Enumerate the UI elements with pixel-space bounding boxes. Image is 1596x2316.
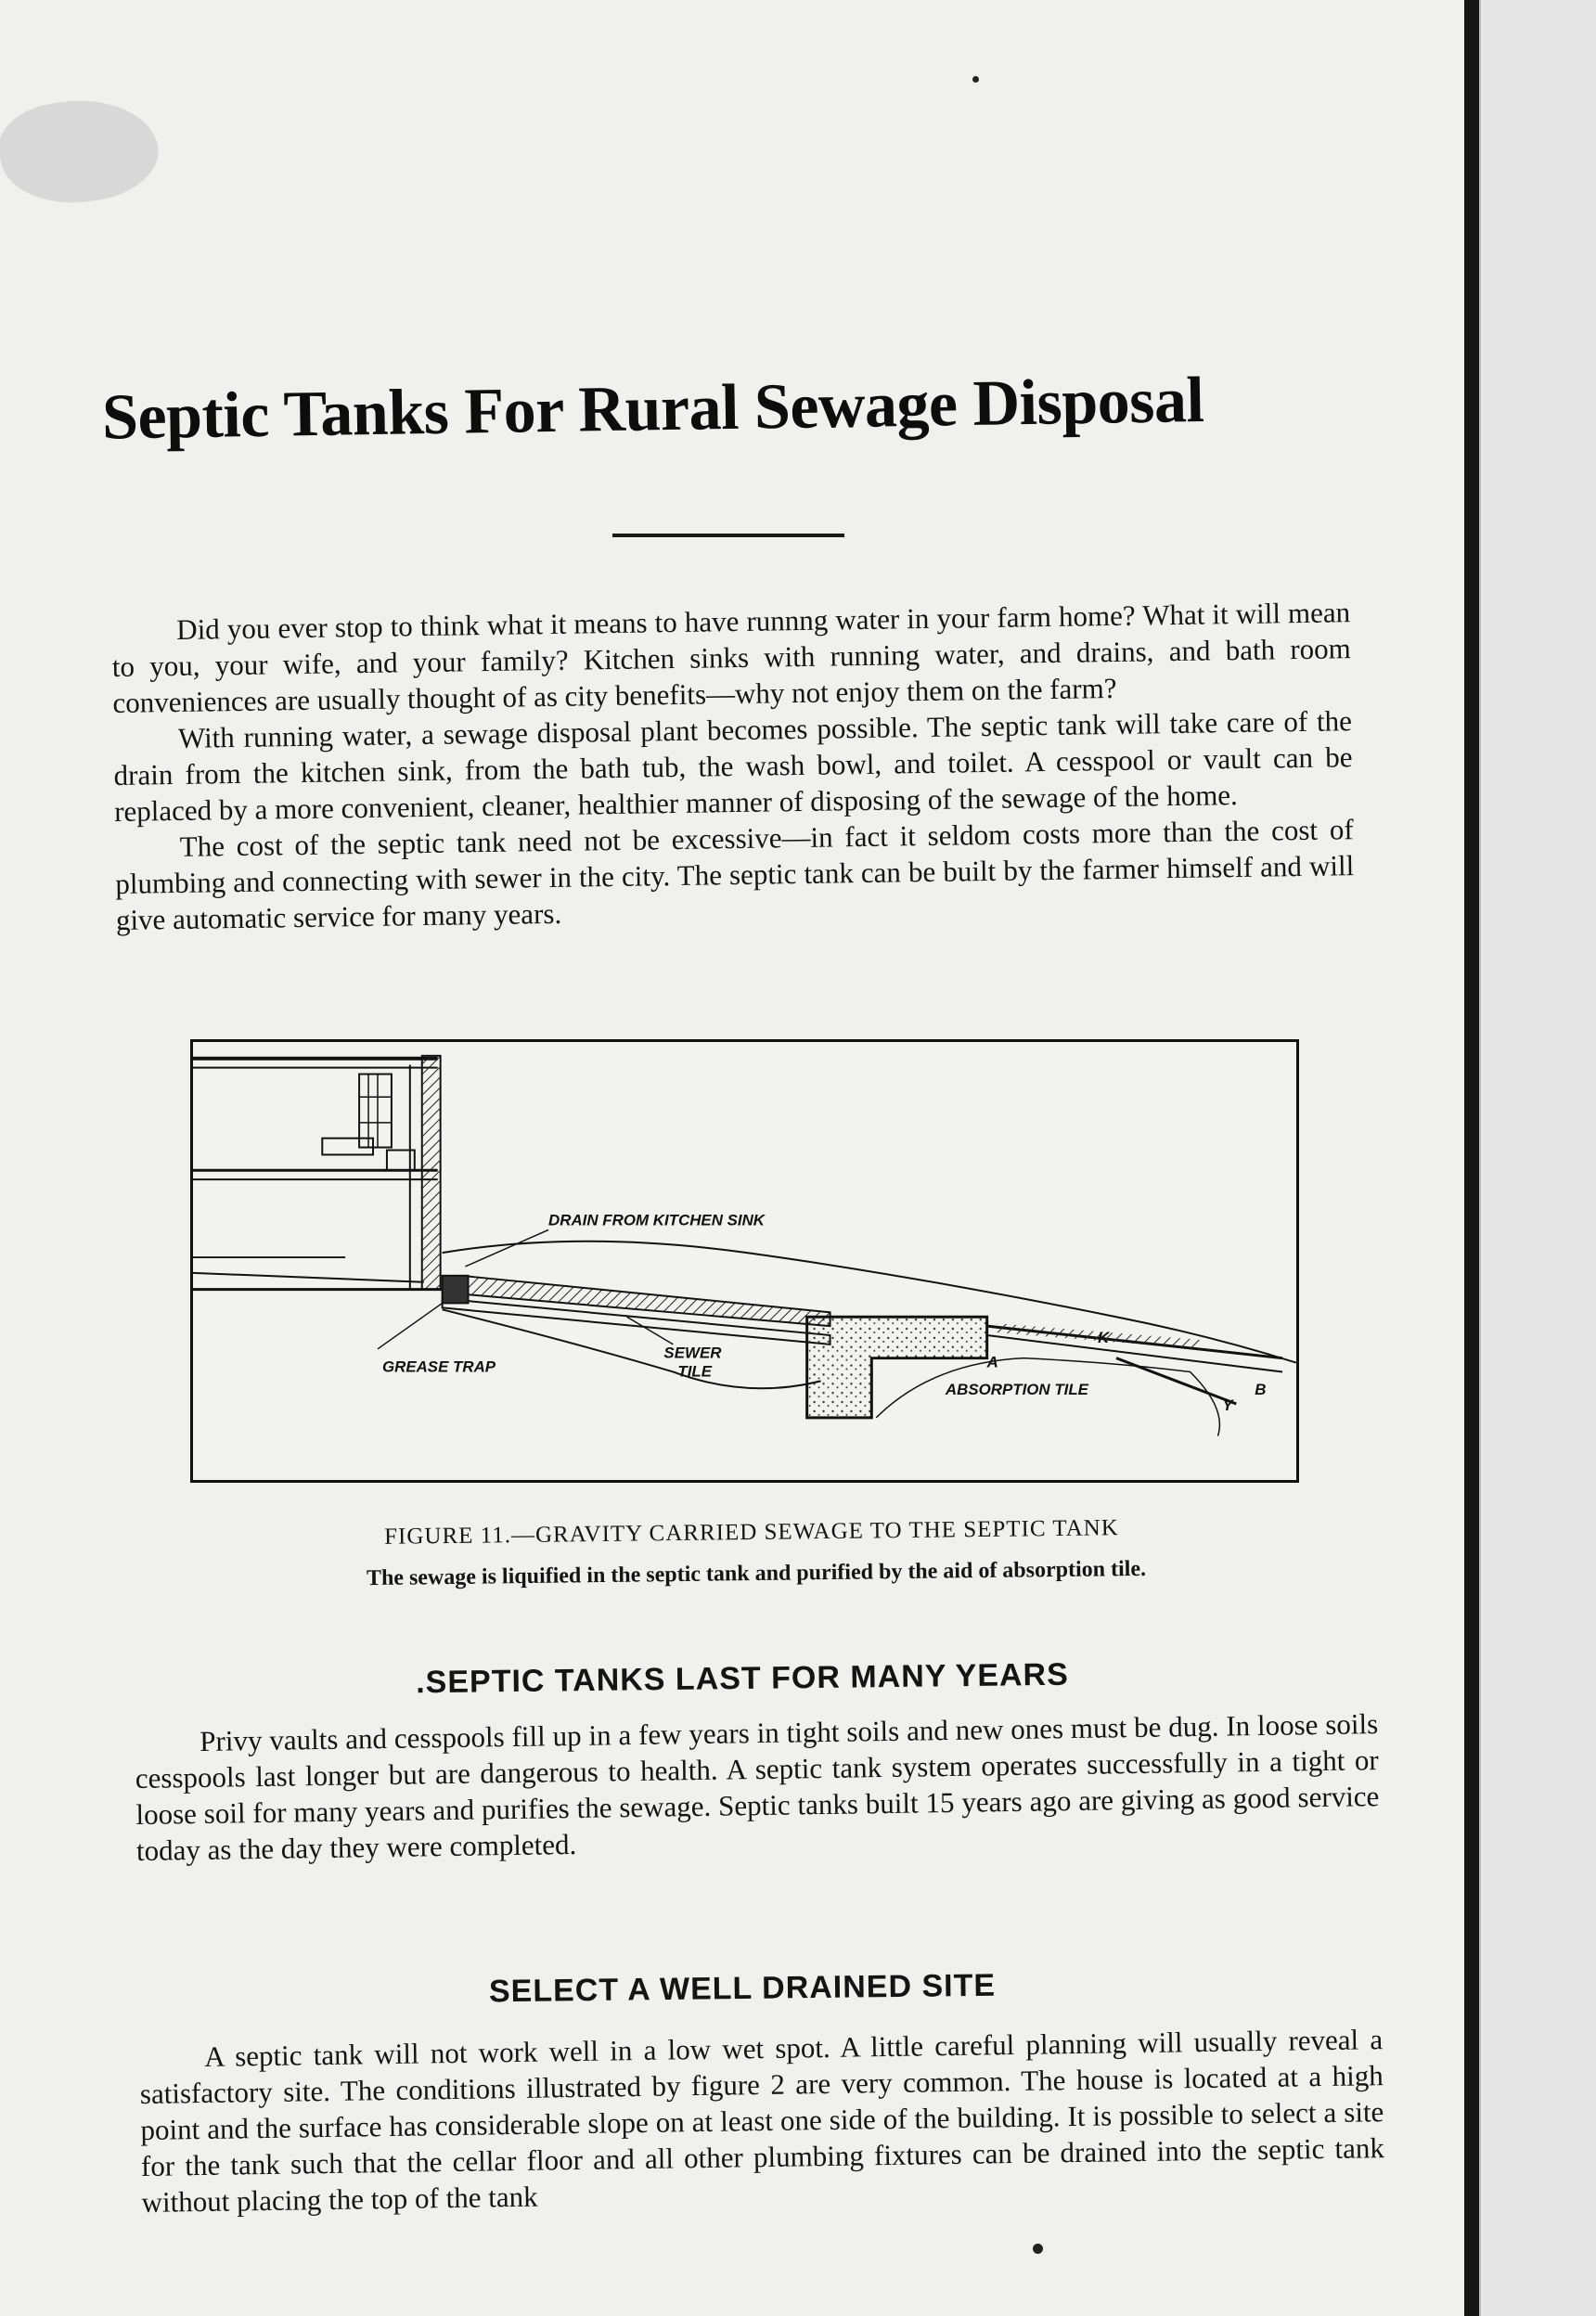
figure-illustration — [190, 1039, 1299, 1483]
label-sewer: SEWER — [663, 1344, 722, 1362]
label-drain-from-kitchen-sink: DRAIN FROM KITCHEN SINK — [548, 1211, 766, 1229]
intro-paragraph-3: The cost of the septic tank need not be excessive—in fact it seldom costs more than the cost of plumbing and connecting with sewer in the city. The septic tank can be built by the farmer himself and will give automatic service for many years. — [115, 813, 1355, 936]
label-absorption-tile: ABSORPTION TILE — [945, 1381, 1088, 1399]
label-a: A — [986, 1353, 998, 1371]
ink-speck — [1033, 2244, 1043, 2254]
house-drawing — [193, 1056, 443, 1290]
septic-diagram — [193, 1042, 1296, 1480]
label-b: B — [1255, 1381, 1267, 1399]
ink-speck — [972, 76, 979, 83]
label-grease-trap: GREASE TRAP — [381, 1357, 496, 1376]
intro-text — [111, 594, 1355, 938]
figure-caption-title: FIGURE 11.—GRAVITY CARRIED SEWAGE TO THE SEPTIC TANK — [383, 1515, 1119, 1550]
section-body-well-drained-site — [139, 2021, 1385, 2220]
section-body-septic-tanks-last — [135, 1705, 1380, 1869]
label-y: Y — [1222, 1396, 1233, 1414]
label-k: K — [1098, 1328, 1110, 1346]
page-edge-rule — [1464, 0, 1479, 2316]
title-divider — [612, 534, 844, 537]
intro-paragraph-2: With running water, a sewage disposal plant becomes possible. The septic tank will take care of the drain from the kitchen sink, from the bath tub, the wash bowl, and toilet. A cesspool or vault can be replaced by a more convenient, cleaner, healthier manner of disposing of the sewage of the home. — [113, 704, 1353, 828]
section-heading-septic-tanks-last: .SEPTIC TANKS LAST FOR MANY YEARS — [415, 1656, 1070, 1701]
section-heading-well-drained-site: SELECT A WELL DRAINED SITE — [488, 1967, 997, 2010]
intro-paragraph-1: Did you ever stop to think what it means to have runnng water in your farm home? What it will mean to you, your wife, and your family? Kitchen sinks with running water, and drains, and bath room conveniences are usually thought of as city benefits—why not enjoy them on the farm? — [111, 596, 1351, 719]
label-tile: TILE — [677, 1362, 713, 1381]
figure-caption-text: The sewage is liquified in the septic tank and purified by the aid of absorption tile. — [366, 1556, 1147, 1591]
page-margin — [1479, 0, 1596, 2316]
page-title: Septic Tanks For Rural Sewage Disposal — [101, 364, 1204, 454]
section-2-paragraph: A septic tank will not work well in a low wet spot. A little careful planning will usually reveal a satisfactory site. The conditions illustrated by figure 2 are very common. The house is located at a high point and the surface has considerable slope on at least one side of the building. It is possible to select a site for the tank such that the cellar floor and all other plumbing fixtures can be drained into the septic tank without placing the top of the tank — [139, 2023, 1385, 2219]
section-1-paragraph: Privy vaults and cesspools fill up in a few years in tight soils and new ones must be dug. In loose soils cesspools last longer but are dangerous to health. A septic tank system operates successfully in a tight or loose soil for many years and purifies the sewage. Septic tanks built 15 years ago are giving as good service today as the day they were completed. — [135, 1707, 1380, 1867]
paper-stain — [0, 90, 164, 213]
septic-tank — [807, 1317, 1282, 1435]
